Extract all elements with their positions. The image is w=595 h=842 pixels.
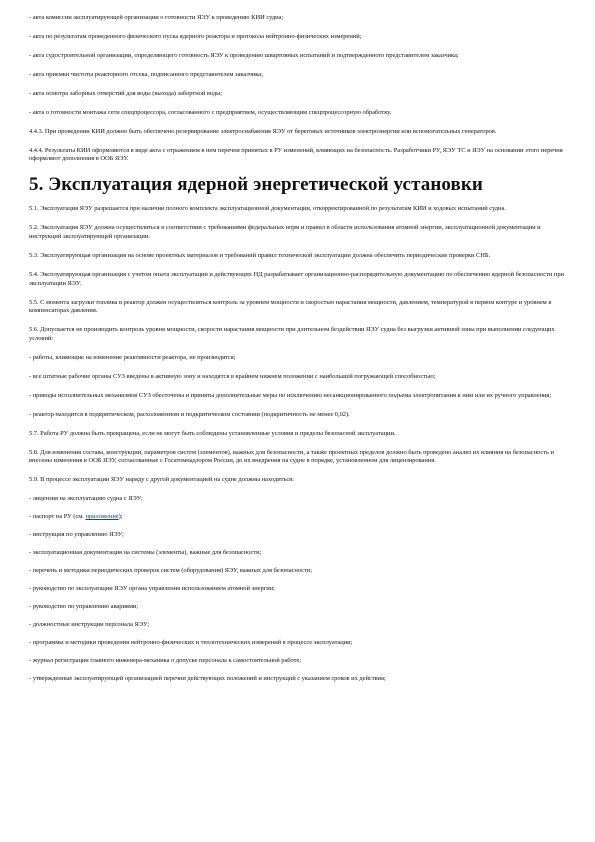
section-heading: 5. Эксплуатация ядерной энергетической установки xyxy=(29,174,483,196)
paragraph-4-4-3: 4.4.3. При проведении КИИ должно быть обеспечено резервирование электроснабжения ЯЭУ от береговых источников электроэнергии или вспомогательных генераторов. xyxy=(29,127,497,135)
list-item: - руководство по эксплуатации ЯЭУ органа управления использованием атомной энергии; xyxy=(29,585,275,593)
list-item: - утвержденные эксплуатирующей организацией перечни действующих положений и инструкций с указанием сроков их действия; xyxy=(29,675,386,683)
paragraph-5-3: 5.3. Эксплуатирующая организация на основе проектных материалов и требований правил технической эксплуатации должна обеспечить периодические проверки СНБ. xyxy=(29,252,491,260)
list-item: - реактор находится в подкритическом, расхоложенном и подкритическом состоянии (подкритичность не менее 0,02). xyxy=(29,410,350,418)
list-item: - все штатные рабочие органы СУЗ введены в активную зону и находятся в крайнем нижнем положении с наибольшей погружающей способностью; xyxy=(29,372,436,380)
paragraph-5-4: 5.4. Эксплуатирующая организация с учетом опыта эксплуатации и действующих НД разрабатывает организационно-распорядительную документацию по обеспечению ядерной безопасности при эксплуатации ЯЭУ. xyxy=(29,271,564,287)
list-item: - руководство по управлению авариями; xyxy=(29,603,139,611)
list-item: - инструкция по управлению ЯЭУ; xyxy=(29,531,124,539)
list-item: - лицензия на эксплуатацию судна с ЯЭУ; xyxy=(29,495,143,503)
paragraph-5-5: 5.5. С момента загрузки топлива в реактор должен осуществляться контроль за уровнем мощности и скоростью нарастания мощности, давлением, температурой в первом контуре и уровнем в компенсаторах давления. xyxy=(29,298,552,315)
paragraph-5-1: 5.1. Эксплуатация ЯЭУ разрешается при наличии полного комплекта эксплуатационной документации, откорректированной по результатам КИИ и ходовых испытаний судна. xyxy=(29,205,506,213)
paragraph-5-6: 5.6. Допускается не производить контроль уровня мощности, скорости нарастания мощности при длительном бездействии ЯЭУ судна без выгрузки активной зоны при выполнении следующих условий: xyxy=(29,326,555,342)
paragraph-5-7: 5.7. Работа РУ должна быть прекращена, если не могут быть соблюдены установленные условия и пределы безопасной эксплуатации. xyxy=(29,429,396,437)
list-item: - должностные инструкции персонала ЯЭУ; xyxy=(29,621,150,629)
list-item-passport xyxy=(29,513,567,522)
passport-text-before: - паспорт на РУ (см. xyxy=(29,513,86,521)
list-item: - акта приемки чистоты реакторного отсека, подписанного представителем заказчика; xyxy=(29,70,263,78)
list-item: - акта о готовности монтажа сети спецпроцессора, согласованного с предприятием, осуществляющим спецпроцессорную обработку. xyxy=(29,108,392,116)
list-item: - приводы исполнительных механизмов СУЗ обесточены и приняты дополнительные меры по исключению несанкционированного подъема электропитания к ним или их ручного управления; xyxy=(29,391,552,399)
paragraph-5-2: 5.2. Эксплуатация ЯЭУ должна осуществляться в соответствии с требованиями федеральных норм и правил в области использования атомной энергии, эксплуатационной документации и инструкций эксплуатирующей организации. xyxy=(29,224,541,241)
passport-text-after: ); xyxy=(118,513,123,521)
paragraph-5-8: 5.8. Для изменения состава, конструкции, параметров систем (элементов), важных для безопасности, а также проектных пределов должно быть проведено анализ их влияния на безопасность и внесены изменения в ООБ ЯЭУ, согласованные с Госатомнадзором России, до их внедрения на судне в порядке, установленном для лицензирования. xyxy=(29,448,554,465)
paragraph-4-4-4: 4.4.4. Результаты КИИ оформляются в виде акта с отражением в нем перечня принятых в РУ изменений, влияющих на безопасность. Разработчики РУ, ЯЭУ ТС и ЯЭУ на основании этого перечня оформляют дополнения в ООБ ЯЭУ. xyxy=(29,146,563,163)
list-item: - акта осмотра заборных отверстий для воды (выхода) забортной воды; xyxy=(29,89,223,97)
list-item: - программы и методики проведения нейтронно-физических и теплотехнических измерений в процессе эксплуатации; xyxy=(29,639,353,647)
list-item: - акта по результатам проведенного физического пуска ядерного реактора и протокола нейтронно-физических измерений; xyxy=(29,32,362,40)
list-item: - перечень и методики периодических проверок систем (оборудования) ЯЭУ, важных для безопасности; xyxy=(29,567,312,575)
list-item: - журнал регистрации главного инженера-механика о допуске персонала к самостоятельной работе; xyxy=(29,657,302,665)
list-item: - работы, влияющие на изменение реактивности реактора, не производятся; xyxy=(29,353,236,361)
appendix-link[interactable]: приложение xyxy=(85,513,119,521)
list-item: - эксплуатационная документация на системы (элементы), важные для безопасности; xyxy=(29,549,262,557)
paragraph-5-9: 5.9. В процессе эксплуатации ЯЭУ наряду с другой документацией на судне должны находиться: xyxy=(29,476,294,484)
list-item: - акта комиссии эксплуатирующей организации о готовности ЯЭУ к проведению КИИ судна; xyxy=(29,14,284,21)
list-item: - акта судостроительной организации, определяющего готовность ЯЭУ к проведению швартовных испытаний и подтвержденного представителем заказчика; xyxy=(29,51,459,59)
